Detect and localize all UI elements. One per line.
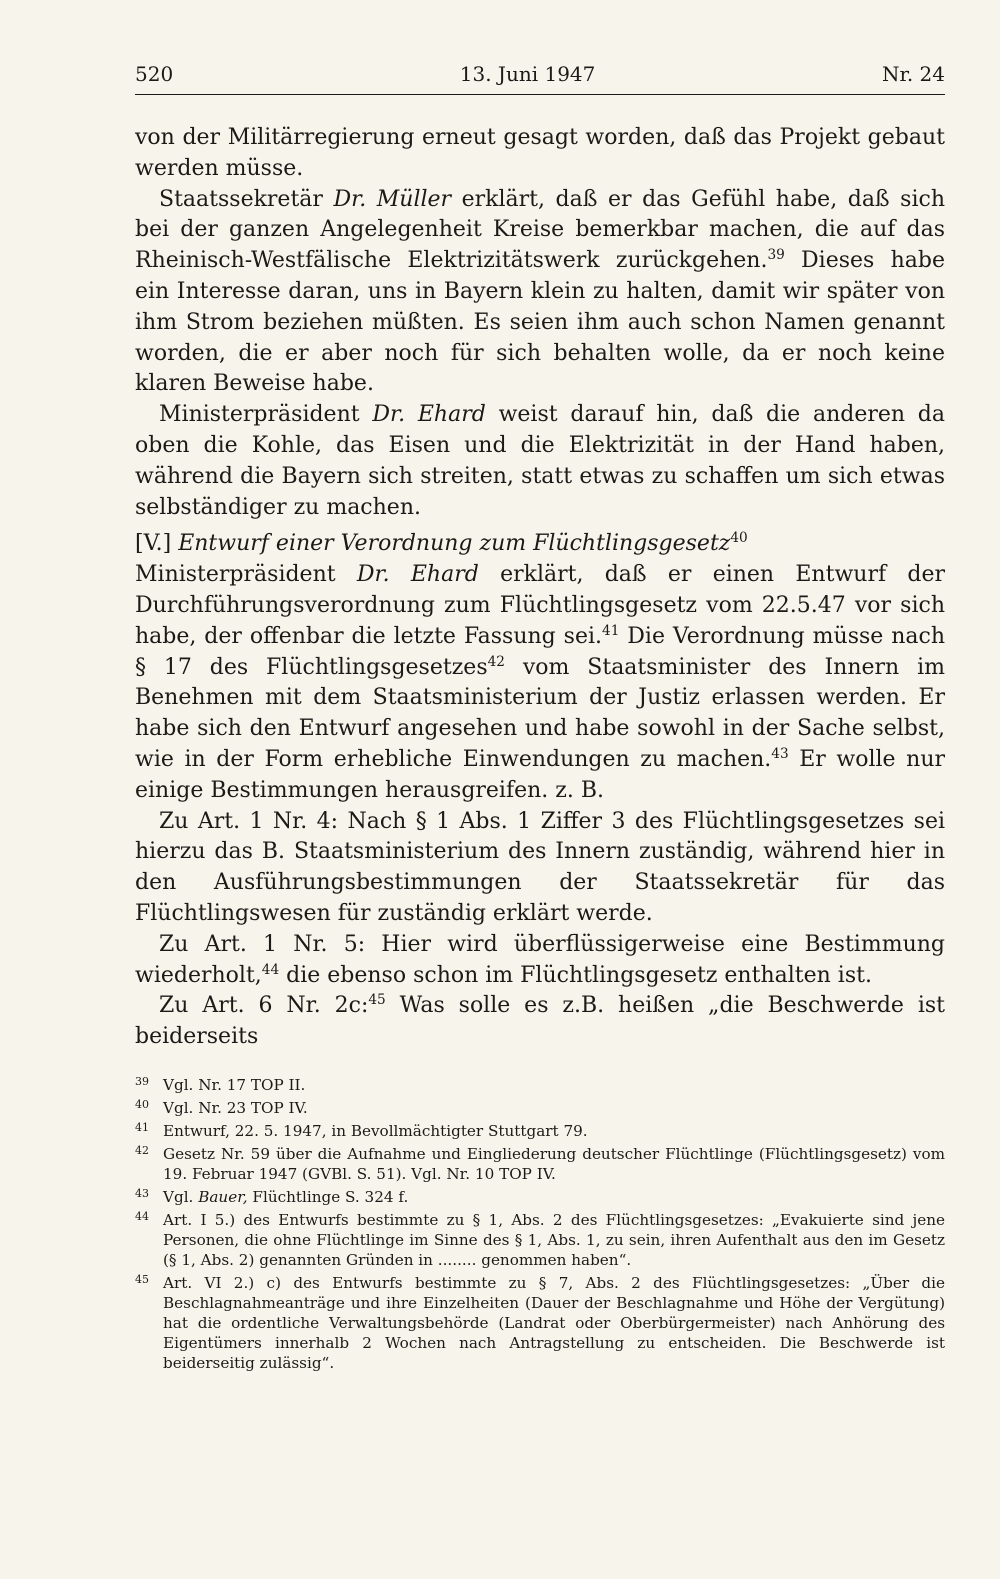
speaker-name: Dr. Müller	[333, 186, 452, 212]
header-date: 13. Juni 1947	[459, 62, 596, 86]
paragraph-text: Dieses habe ein Interesse daran, uns in Bayern klein zu halten, damit wir später von ihm Strom beziehen müßten. Es seien ihm auch schon Namen genannt worden, die er aber noch für sich behalten wolle, da er noch keine klaren Beweise habe.	[135, 248, 945, 397]
paragraph-text: erklärt, daß er das Gefühl habe, daß sich bei der ganzen Angelegenheit Kreise bemerkbar machen, die auf das Rheinisch-Westfälische Elektrizitätswerk zurückgehen.	[135, 186, 946, 274]
footnote	[135, 1075, 945, 1095]
footnote-ref: 44	[261, 961, 280, 978]
footnote-number: 41	[135, 1121, 149, 1134]
paragraph-text: Zu Art. 1 Nr. 4: Nach § 1 Abs. 1 Ziffer 3 des Flüchtlingsgesetzes sei hierzu das B. Staatsministerium des Innern zuständig, während hier in den Ausführungsbestimmungen der Staatssekretär für das Flüchtlingswesen für zuständig erklärt werde.	[135, 808, 945, 926]
paragraph-text: Die Verordnung müsse nach § 17 des Flüchtlingsgesetzes	[135, 623, 945, 680]
paragraph	[135, 185, 945, 401]
speaker-name: Dr. Ehard	[372, 402, 486, 428]
paragraph-text: Ministerpräsident	[159, 402, 373, 428]
footnote-number: 45	[135, 1273, 149, 1286]
page-number: 520	[135, 62, 174, 86]
footnote-text: Entwurf, 22. 5. 1947, in Bevollmächtigter Stuttgart 79.	[163, 1122, 588, 1140]
paragraph	[135, 930, 945, 992]
footnote	[135, 1098, 945, 1118]
paragraph-text: von der Militärregierung erneut gesagt worden, daß das Projekt gebaut werden müsse.	[135, 125, 945, 181]
section-heading	[135, 529, 945, 560]
footnote-text: Vgl. Nr. 23 TOP IV.	[163, 1099, 308, 1117]
section-label: [V.]	[135, 531, 179, 557]
footnote-ref: 41	[602, 622, 620, 639]
footnote-ref: 45	[368, 992, 386, 1009]
paragraph-text: die ebenso schon im Flüchtlingsgesetz enthalten ist.	[279, 962, 872, 988]
footnote-number: 44	[135, 1210, 149, 1223]
paragraph-text: Er wolle nur einige Bestimmungen herausgreifen. z. B.	[135, 746, 946, 803]
footnote-number: 42	[135, 1144, 149, 1157]
paragraph	[135, 807, 945, 930]
paragraph-text: vom Staatsminister des Innern im Benehmen mit dem Staatsministerium der Justiz erlassen werden. Er habe sich den Entwurf angesehen und habe sowohl in der Sache selbst, wie in der Form erhebliche Einwendungen zu machen.	[135, 654, 946, 772]
footnote-text	[163, 1187, 945, 1207]
paragraph-text: Was solle es z.B. heißen „die Beschwerde ist beiderseits	[135, 993, 945, 1050]
footnote-number: 39	[135, 1075, 149, 1088]
paragraph-text: weist darauf hin, daß die anderen da oben die Kohle, das Eisen und die Elektrizität in der Hand haben, während die Bayern sich streiten, statt etwas zu schaffen um sich etwas selbständiger zu machen.	[135, 402, 946, 520]
paragraph	[135, 991, 945, 1053]
paragraph	[135, 123, 945, 185]
footnote-text: Art. VI 2.) c) des Entwurfs bestimmte zu § 7, Abs. 2 des Flüchtlingsgesetzes: „Über die Beschlagnahmeanträge und ihre Einzelheiten (Dauer der Beschlagnahme und Höhe der Vergütung) hat die ordentliche Verwaltungsbehörde (Landrat oder Oberbürgermeister) nach Anhörung des Eigentümers innerhalb 2 Wochen nach Antragstellung zu entscheiden. Die Beschwerde ist beiderseitig zulässig“.	[163, 1274, 945, 1372]
paragraph-text: Ministerpräsident	[135, 562, 357, 588]
issue-number: Nr. 24	[881, 62, 945, 86]
footnote	[135, 1210, 945, 1270]
section-title: Entwurf einer Verordnung zum Flüchtlingsgesetz	[178, 531, 731, 557]
footnote-text-part: Vgl.	[163, 1188, 199, 1206]
paragraph-text: Zu Art. 6 Nr. 2c:	[159, 993, 369, 1019]
footnote	[135, 1121, 945, 1141]
paragraph-text: erklärt, daß er einen Entwurf der Durchführungsverordnung zum Flüchtlingsgesetz vom 22.5.47 vor sich habe, der offenbar die letzte Fassung sei.	[135, 562, 945, 649]
footnote-number: 43	[135, 1187, 149, 1200]
footnote-ref: 40	[730, 530, 748, 547]
main-text	[135, 123, 945, 1053]
footnote-text: Vgl. Nr. 17 TOP II.	[163, 1076, 306, 1094]
header-rule	[135, 94, 945, 95]
running-header	[135, 62, 945, 86]
paragraph	[135, 560, 945, 806]
footnote-ref: 43	[771, 745, 789, 762]
footnotes	[135, 1075, 945, 1376]
footnote-ref: 42	[487, 653, 505, 670]
paragraph-text: Zu Art. 1 Nr. 5: Hier wird überflüssigerweise eine Bestimmung wiederholt,	[135, 931, 945, 988]
footnote	[135, 1144, 945, 1184]
footnote-number: 40	[135, 1098, 149, 1111]
paragraph-text: Staatssekretär	[159, 186, 334, 212]
author-name: Bauer,	[198, 1188, 248, 1206]
speaker-name: Dr. Ehard	[356, 562, 479, 588]
footnote-text: Gesetz Nr. 59 über die Aufnahme und Eingliederung deutscher Flüchtlinge (Flüchtlingsgesetz) vom 19. Februar 1947 (GVBl. S. 51). Vgl. Nr. 10 TOP IV.	[163, 1145, 945, 1183]
paragraph	[135, 400, 945, 523]
footnote-text: Art. I 5.) des Entwurfs bestimmte zu § 1, Abs. 2 des Flüchtlingsgesetzes: „Evakuierte sind jene Personen, die ohne Flüchtlinge im Sinne des § 1, Abs. 1, zu sein, ihren Aufenthalt aus den im Gesetz (§ 1, Abs. 2) genannten Gründen in ........ genommen haben“.	[163, 1211, 945, 1269]
footnote	[135, 1187, 945, 1207]
footnote-ref: 39	[767, 247, 785, 264]
footnote	[135, 1273, 945, 1373]
footnote-text-part: Flüchtlinge S. 324 f.	[247, 1188, 409, 1206]
